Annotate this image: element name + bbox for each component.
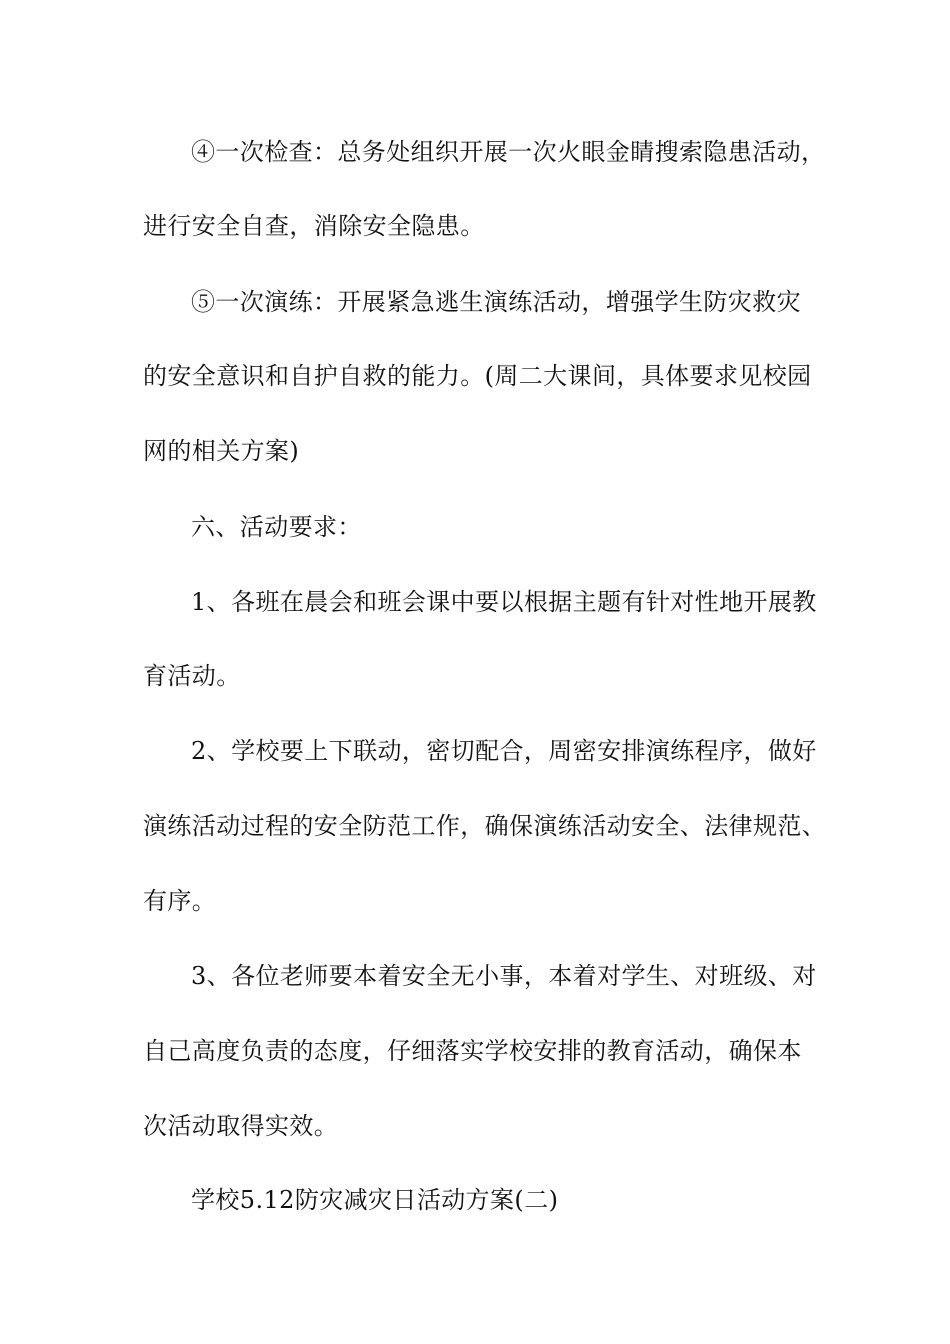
paragraph-line: ⑤一次演练：开展紧急逃生演练活动，增强学生防灾救灾 <box>191 288 801 316</box>
paragraph-line: 2、学校要上下联动，密切配合，周密安排演练程序，做好 <box>191 737 817 765</box>
paragraph-line: 的安全意识和自护自救的能力。(周二大课间，具体要求见校园 <box>143 362 812 390</box>
section-heading: 六、活动要求： <box>191 513 362 541</box>
paragraph-line: ④一次检查：总务处组织开展一次火眼金睛搜索隐患活动， <box>191 138 826 166</box>
paragraph-line: 有序。 <box>143 887 217 915</box>
paragraph-line: 演练活动过程的安全防范工作，确保演练活动安全、法律规范、 <box>143 812 827 840</box>
paragraph-line: 3、各位老师要本着安全无小事，本着对学生、对班级、对 <box>191 962 817 990</box>
document-subtitle: 学校5.12防灾减灾日活动方案(二) <box>191 1186 559 1214</box>
paragraph-line: 育活动。 <box>143 662 241 690</box>
paragraph-line: 自己高度负责的态度，仔细落实学校安排的教育活动，确保本 <box>143 1037 802 1065</box>
paragraph-line: 网的相关方案) <box>143 437 300 465</box>
paragraph-line: 次活动取得实效。 <box>143 1112 339 1140</box>
paragraph-line: 进行安全自查，消除安全隐患。 <box>143 212 485 240</box>
paragraph-line: 1、各班在晨会和班会课中要以根据主题有针对性地开展教 <box>191 588 817 616</box>
